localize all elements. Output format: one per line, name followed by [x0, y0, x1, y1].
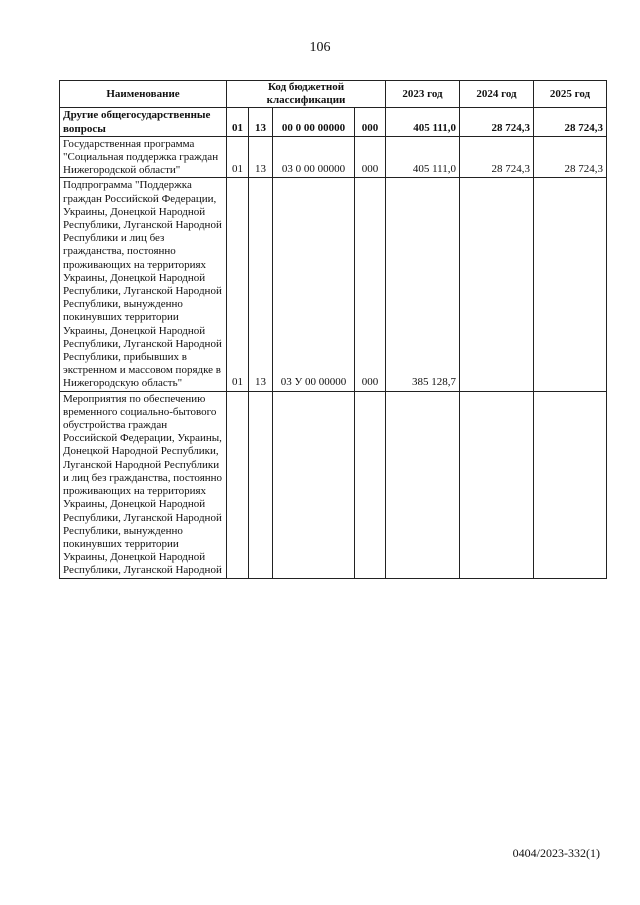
code-subsection: 13: [249, 108, 273, 136]
value-2024: 28 724,3: [460, 136, 534, 178]
row-name: Государственная программа "Социальная поддержка граждан Нижегородской области": [60, 136, 227, 178]
code-section: 01: [227, 178, 249, 391]
code-section: 01: [227, 108, 249, 136]
value-2024: [460, 178, 534, 391]
code-section: 01: [227, 136, 249, 178]
code-expense-type: 000: [355, 136, 386, 178]
header-2023: 2023 год: [386, 81, 460, 108]
code-target-article: 00 0 00 00000: [273, 108, 355, 136]
header-budget-code: Код бюджетной классификации: [227, 81, 386, 108]
code-target-article: 03 У 00 00000: [273, 178, 355, 391]
code-subsection: 13: [249, 178, 273, 391]
budget-table: [59, 80, 607, 579]
page-number: 106: [309, 40, 331, 55]
header-2025: 2025 год: [534, 81, 607, 108]
row-name: Другие общегосударственные вопросы: [60, 108, 227, 136]
value-2025: [534, 178, 607, 391]
value-2023: 405 111,0: [386, 136, 460, 178]
value-2025: 28 724,3: [534, 108, 607, 136]
code-expense-type: 000: [355, 178, 386, 391]
header-2024: 2024 год: [460, 81, 534, 108]
code-subsection: 13: [249, 136, 273, 178]
row-name: Подпрограмма "Поддержка граждан Российской Федерации, Украины, Донецкой Народной Республики, Луганской Народной Республики и лиц без гражданства, постоянно проживающих на территориях Украины, Донецкой Народной Республики, Луганской Народной Республики, вынужденно покинувших территории Украины, Донецкой Народной Республики, Луганской Народной Республики, прибывших в экстренном и массовом порядке в Нижегородскую область": [60, 178, 227, 391]
row-name: Мероприятия по обеспечению временного социально-бытового обустройства граждан Российской Федерации, Украины, Донецкой Народной Республики, Луганской Народной Республики и лиц без гражданства, постоянно проживающих на территориях Украины, Донецкой Народной Республики, Луганской Народной Республики, вынужденно покинувших территории Украины, Донецкой Народной Республики, Луганской Народной: [60, 391, 227, 578]
table-row: [60, 178, 607, 391]
value-2023: [386, 391, 460, 578]
code-subsection: [249, 391, 273, 578]
code-expense-type: [355, 391, 386, 578]
value-2025: [534, 391, 607, 578]
table-row: [60, 136, 607, 178]
code-target-article: 03 0 00 00000: [273, 136, 355, 178]
value-2024: [460, 391, 534, 578]
code-expense-type: 000: [355, 108, 386, 136]
document-code: 0404/2023-332(1): [512, 846, 600, 860]
value-2023: 405 111,0: [386, 108, 460, 136]
value-2025: 28 724,3: [534, 136, 607, 178]
table-row: [60, 391, 607, 578]
code-target-article: [273, 391, 355, 578]
value-2023: 385 128,7: [386, 178, 460, 391]
table-row: [60, 108, 607, 136]
header-row: [60, 81, 607, 108]
value-2024: 28 724,3: [460, 108, 534, 136]
header-name: Наименование: [60, 81, 227, 108]
code-section: [227, 391, 249, 578]
